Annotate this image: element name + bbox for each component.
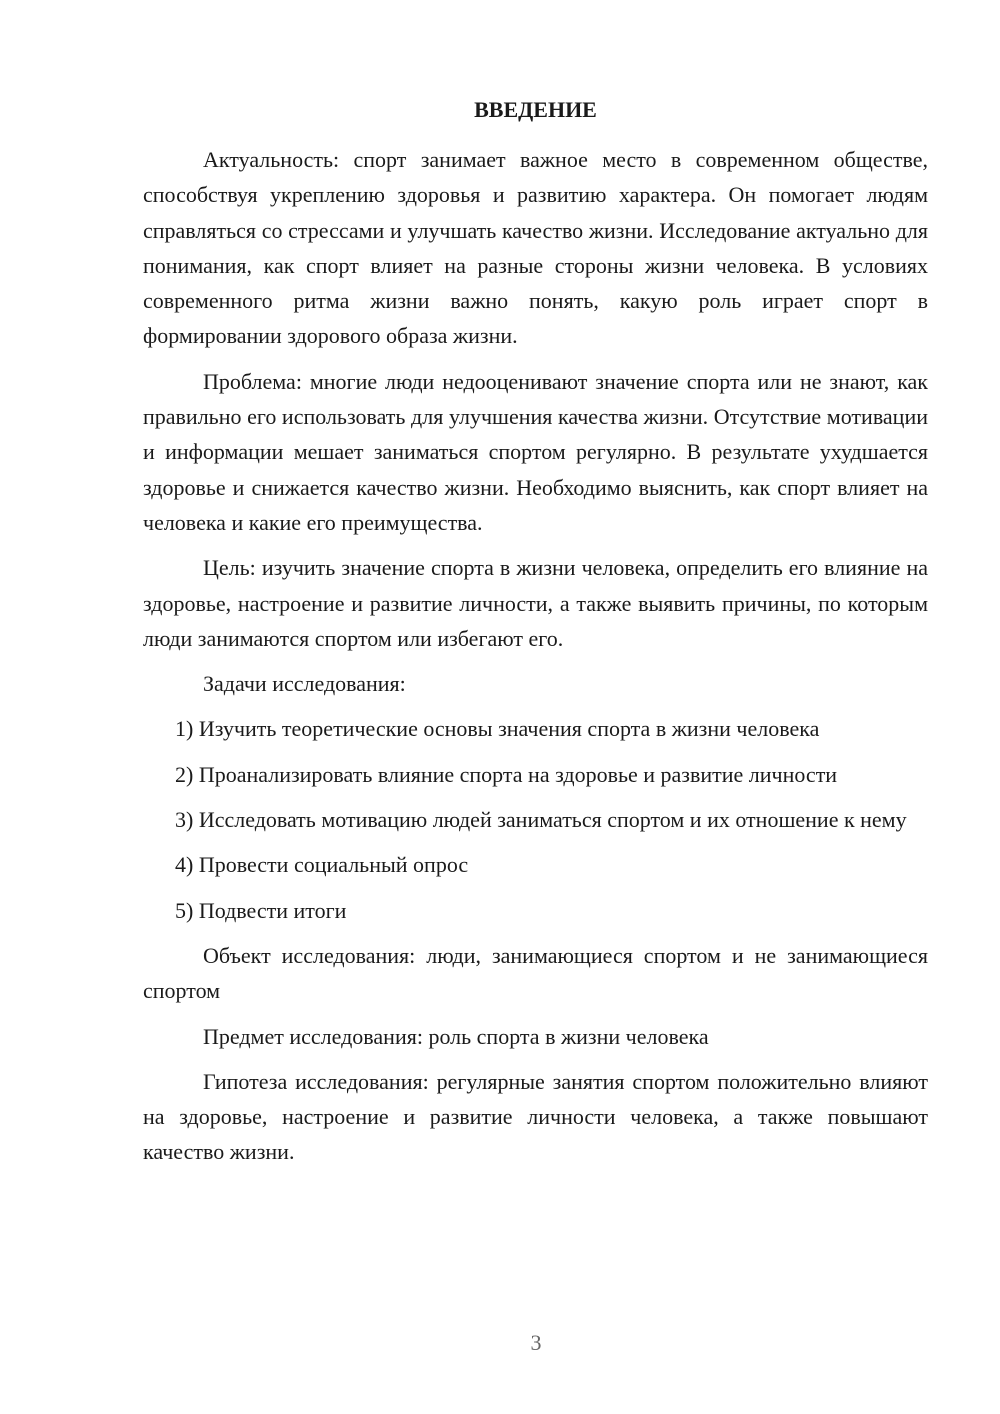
page-number: 3 [530,1330,542,1355]
paragraph-relevance: Актуальность: спорт занимает важное место в современном обществе, способствуя укреплению здоровья и развитию характера. Он помогает людям справляться со стрессами и улучшать качество жизни. Исследование актуально для понимания, как спорт влияет на разные стороны жизни человека. В условиях современного ритма жизни важно понять, какую роль играет спорт в формировании здорового образа жизни. [143,147,928,349]
document-body [143,94,928,1180]
paragraph-goal: Цель: изучить значение спорта в жизни человека, определить его влияние на здоровье, настроение и развитие личности, а также выявить причины, по которым люди занимаются спортом или избегают его. [143,555,928,651]
paragraph-hypothesis: Гипотеза исследования: регулярные занятия спортом положительно влияют на здоровье, настроение и развитие личности человека, а также повышают качество жизни. [143,1068,928,1165]
task-item-4: 4) Провести социальный опрос [175,852,469,878]
task-item-2: 2) Проанализировать влияние спорта на здоровье и развитие личности [175,761,838,787]
task-item-1: 1) Изучить теоретические основы значения спорта в жизни человека [175,716,820,742]
tasks-heading: Задачи исследования: [203,671,406,697]
task-item-3: 3) Исследовать мотивацию людей заниматься спортом и их отношение к нему [175,807,907,833]
paragraph-subject: Предмет исследования: роль спорта в жизни человека [203,1023,709,1049]
paragraph-problem: Проблема: многие люди недооценивают значение спорта или не знают, как правильно его использовать для улучшения качества жизни. Отсутствие мотивации и информации мешает заниматься спортом регулярно. В результате ухудшается здоровье и снижается качество жизни. Необходимо выяснить, как спорт влияет на человека и какие его преимущества. [143,368,928,535]
task-item-5: 5) Подвести итоги [175,897,347,923]
paragraph-object: Объект исследования: люди, занимающиеся спортом и не занимающиеся спортом [143,942,928,1004]
document-title: ВВЕДЕНИЕ [474,97,597,122]
